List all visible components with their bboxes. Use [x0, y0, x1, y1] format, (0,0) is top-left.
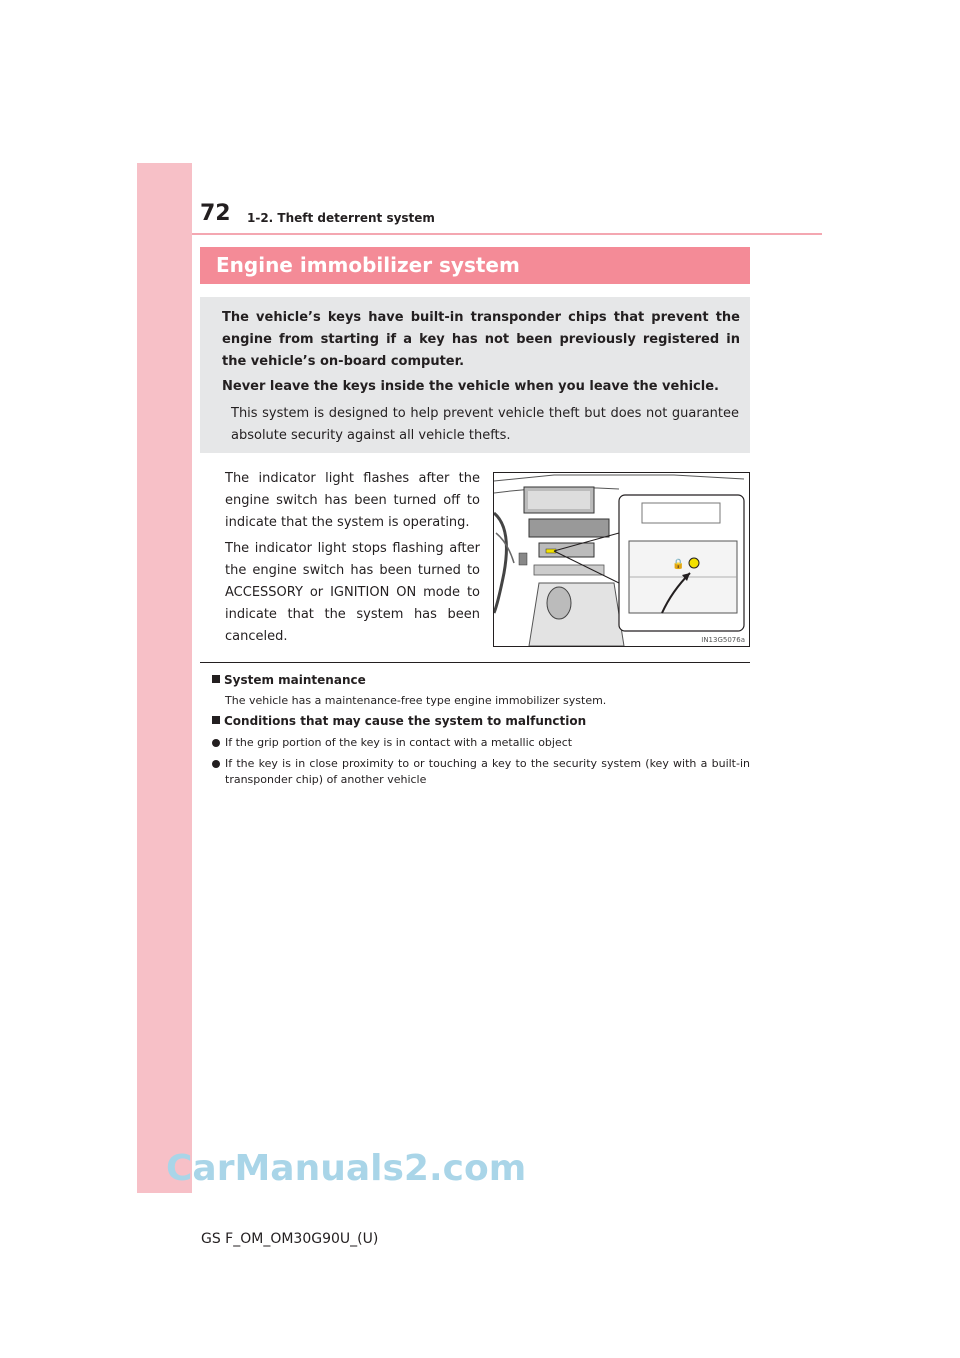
bullet-dot-icon — [212, 739, 220, 747]
bullet-dot-icon — [212, 760, 220, 768]
square-bullet-icon — [212, 675, 220, 683]
dashboard-drawing — [494, 473, 749, 646]
section-divider — [200, 662, 750, 663]
square-bullet-icon — [212, 716, 220, 724]
maintenance-heading — [212, 673, 366, 687]
intro-note: This system is designed to help prevent vehicle theft but does not guarantee absolute security against all vehicle thefts. — [231, 406, 739, 443]
list-item — [212, 756, 750, 788]
page-title: Engine immobilizer system — [216, 253, 520, 277]
malfunction-heading-text: Conditions that may cause the system to malfunction — [224, 714, 587, 728]
malfunction-heading — [212, 714, 586, 728]
list-item — [212, 735, 750, 751]
page-number: 72 — [200, 201, 231, 226]
document-code: GS F_OM_OM30G90U_(U) — [201, 1231, 379, 1247]
section-title: 1-2. Theft deterrent system — [247, 211, 435, 225]
list-item-text: If the grip portion of the key is in contact with a metallic object — [225, 736, 573, 749]
side-tab-strip — [137, 163, 192, 1193]
header-rule — [192, 233, 822, 235]
title-bar — [200, 247, 750, 284]
body-paragraph-1: The indicator light flashes after the engine switch has been turned off to indicate that the system is operating. — [225, 471, 480, 530]
list-item-text: If the key is in close proximity to or touching a key to the security system (key with a built-in transponder chip) of another vehicle — [225, 757, 750, 786]
watermark: CarManuals2.com — [166, 1148, 527, 1189]
security-indicator-light — [689, 558, 699, 568]
maintenance-heading-text: System maintenance — [224, 673, 366, 687]
figure-code: IN13G5076a — [701, 636, 745, 644]
body-paragraph-2: The indicator light stops flashing after the engine switch has been turned to ACCESSORY or IGNITION ON mode to indicate that the system has been canceled. — [225, 541, 480, 644]
intro-paragraph: The vehicle’s keys have built-in transponder chips that prevent the engine from starting if a key has not been previously registered in the vehicle’s on-board computer. — [222, 310, 740, 369]
svg-text:🔒: 🔒 — [672, 559, 685, 570]
intro-warning: Never leave the keys inside the vehicle when you leave the vehicle. — [222, 379, 719, 394]
maintenance-text: The vehicle has a maintenance-free type engine immobilizer system. — [225, 694, 607, 707]
dashboard-illustration — [493, 472, 750, 647]
